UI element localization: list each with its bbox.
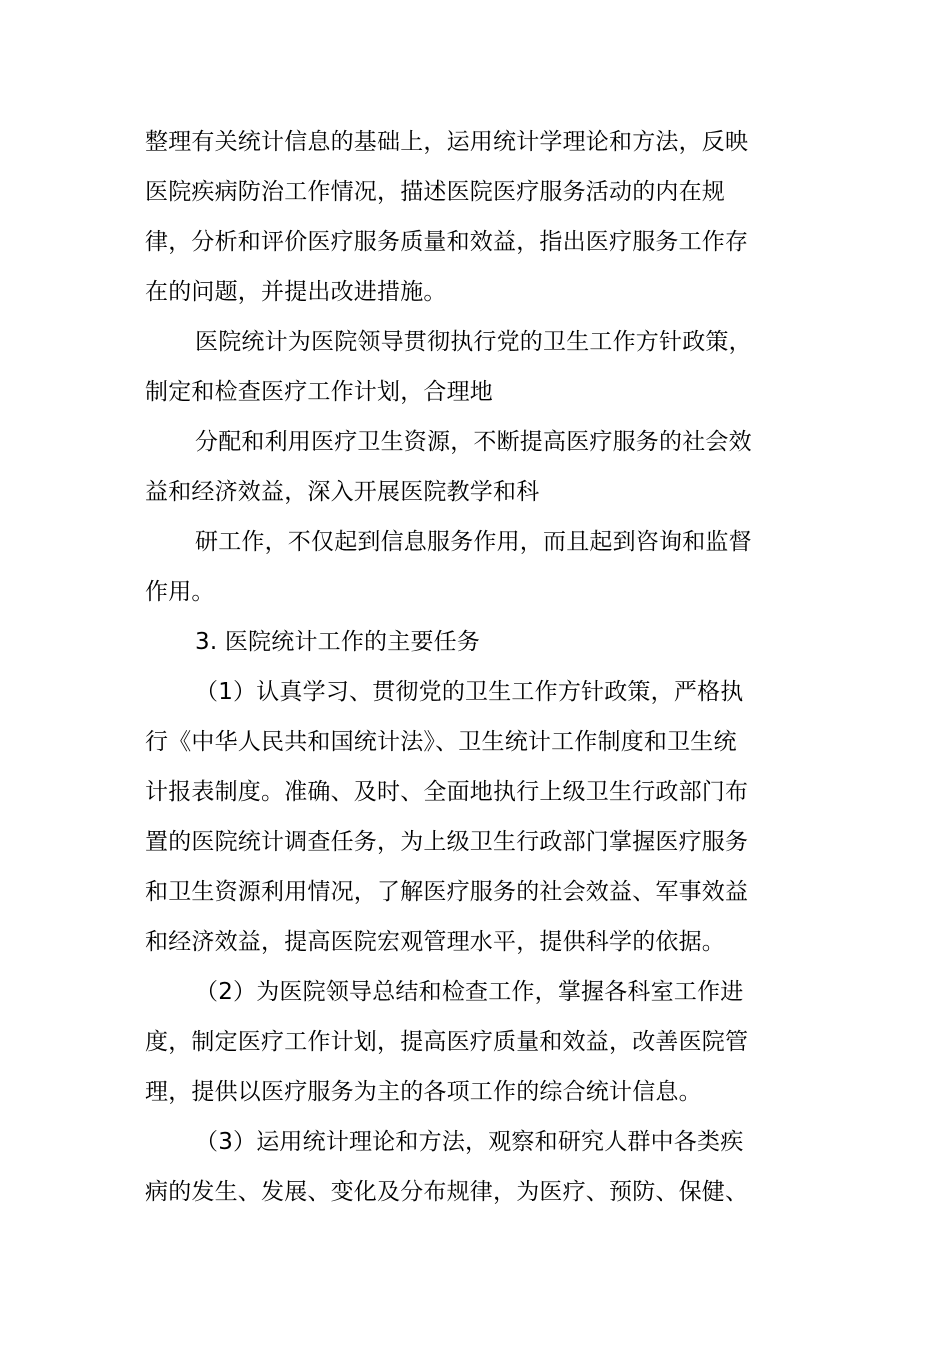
text-line: 医院疾病防治工作情况，描述医院医疗服务活动的内在规: [145, 179, 725, 205]
text-line: 整理有关统计信息的基础上，运用统计学理论和方法，反映: [145, 129, 749, 155]
text-line: 计报表制度。准确、及时、全面地执行上级卫生行政部门布: [145, 779, 749, 805]
text-line: 和卫生资源利用情况，了解医疗服务的社会效益、军事效益: [145, 879, 749, 905]
section-heading: 3. 医院统计工作的主要任务: [195, 629, 481, 655]
paragraph-first-line: 医院统计为医院领导贯彻执行党的卫生工作方针政策，: [195, 329, 752, 355]
paragraph-first-line: 研工作，不仅起到信息服务作用，而且起到咨询和监督: [195, 529, 752, 555]
text-line: 在的问题，并提出改进措施。: [145, 279, 447, 305]
text-line: 律，分析和评价医疗服务质量和效益，指出医疗服务工作存: [145, 229, 749, 255]
text-line: 度，制定医疗工作计划，提高医疗质量和效益，改善医院管: [145, 1029, 749, 1055]
text-line: 行《中华人民共和国统计法》、卫生统计工作制度和卫生统: [145, 729, 737, 755]
text-line: 作用。: [145, 579, 215, 605]
text-line: 病的发生、发展、变化及分布规律，为医疗、预防、保健、: [145, 1179, 749, 1205]
paragraph-first-line: （3）运用统计理论和方法，观察和研究人群中各类疾: [195, 1129, 744, 1155]
paragraph-first-line: 分配和利用医疗卫生资源，不断提高医疗服务的社会效: [195, 429, 752, 455]
text-line: 理，提供以医疗服务为主的各项工作的综合统计信息。: [145, 1079, 702, 1105]
text-line: 置的医院统计调查任务，为上级卫生行政部门掌握医疗服务: [145, 829, 749, 855]
text-line: 和经济效益，提高医院宏观管理水平，提供科学的依据。: [145, 929, 725, 955]
text-line: 益和经济效益，深入开展医院教学和科: [145, 479, 540, 505]
paragraph-first-line: （2）为医院领导总结和检查工作，掌握各科室工作进: [195, 979, 744, 1005]
text-line: 制定和检查医疗工作计划，合理地: [145, 379, 493, 405]
paragraph-first-line: （1）认真学习、贯彻党的卫生工作方针政策，严格执: [195, 679, 744, 705]
